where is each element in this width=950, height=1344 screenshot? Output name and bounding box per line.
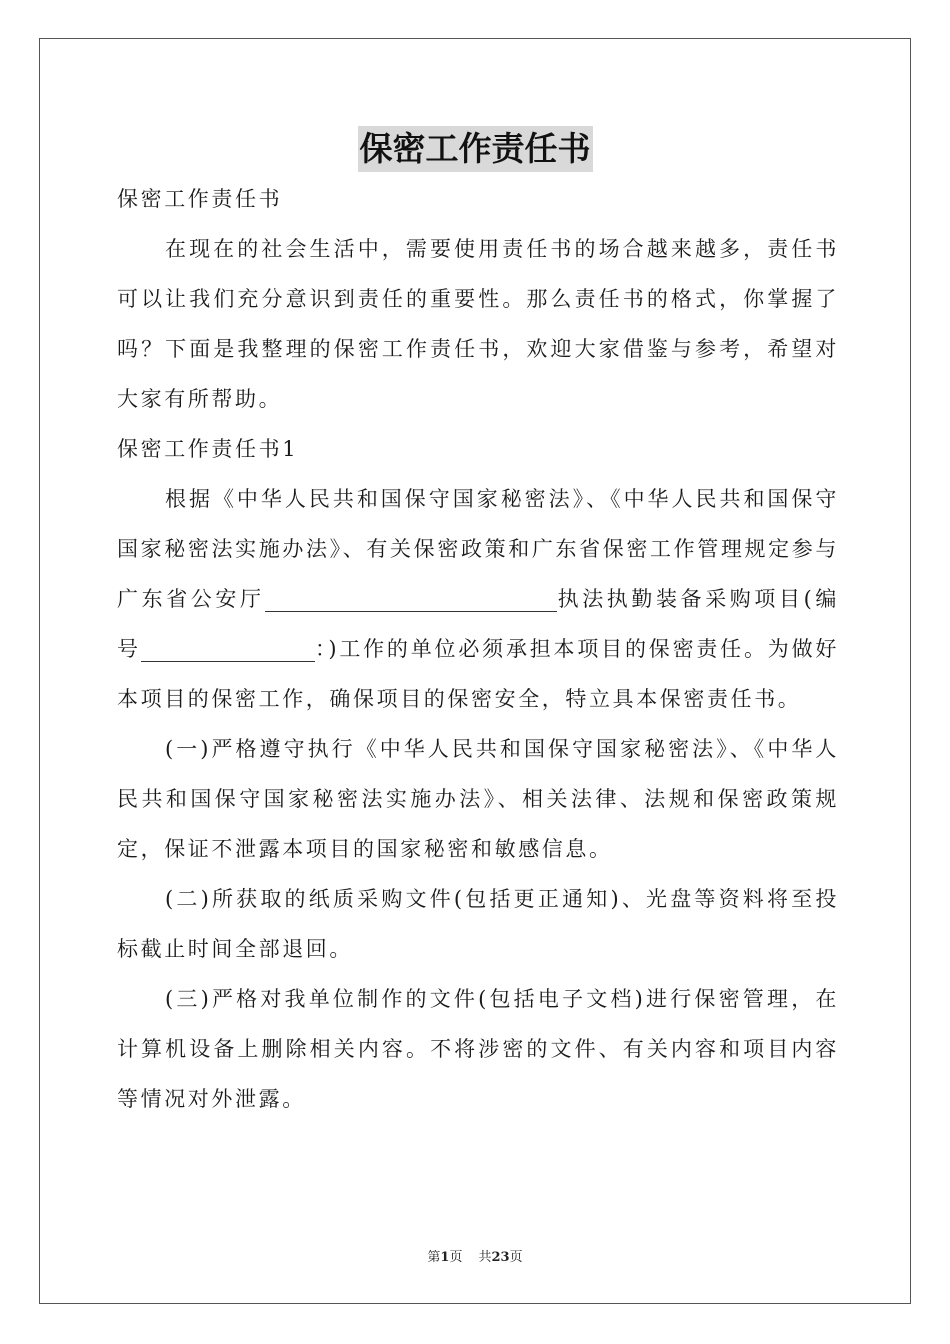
page-prefix: 第 — [427, 1250, 441, 1265]
total-suffix: 页 — [509, 1250, 523, 1265]
document-body — [117, 174, 839, 1124]
basis-text-part3: ：)工作的单位必须承担本项目的保密责任。为做好本项目的保密工作，确保项目的保密安全，特立具本保密责任书。 — [117, 637, 839, 711]
page-suffix: 页 — [449, 1250, 463, 1265]
title-container — [0, 126, 950, 172]
total-pages: 23 — [491, 1250, 510, 1265]
basis-text-part1: 根据《中华人民共和国保守国家秘密法》、《中华人民共和国保守国家秘密法实施办法》、有关保密政策和广东省保密工作管理规定参与广东省公安厅 — [117, 487, 839, 611]
basis-text-part2: 执法执勤装备采购项目(编号 — [117, 587, 839, 661]
total-prefix: 共 — [478, 1250, 492, 1265]
section-heading: 保密工作责任书1 — [117, 437, 299, 461]
item-1-paragraph: (一)严格遵守执行《中华人民共和国保守国家秘密法》、《中华人民共和国保守国家秘密法实施办法》、相关法律、法规和保密政策规定，保证不泄露本项目的国家秘密和敏感信息。 — [117, 737, 839, 861]
intro-paragraph: 在现在的社会生活中，需要使用责任书的场合越来越多，责任书可以让我们充分意识到责任的重要性。那么责任书的格式，你掌握了吗？下面是我整理的保密工作责任书，欢迎大家借鉴与参考，希望对大家有所帮助。 — [117, 237, 839, 411]
basis-paragraph — [117, 474, 839, 724]
document-title: 保密工作责任书 — [358, 126, 593, 172]
blank-field-unit — [265, 587, 557, 612]
item-3-paragraph: (三)严格对我单位制作的文件(包括电子文档)进行保密管理，在计算机设备上删除相关内容。不将涉密的文件、有关内容和项目内容等情况对外泄露。 — [117, 987, 839, 1111]
subtitle: 保密工作责任书 — [117, 187, 283, 211]
page-footer — [0, 1246, 950, 1265]
item-2-paragraph: (二)所获取的纸质采购文件(包括更正通知)、光盘等资料将至投标截止时间全部退回。 — [117, 887, 839, 961]
page-number: 1 — [440, 1250, 450, 1265]
blank-field-number — [141, 637, 315, 662]
